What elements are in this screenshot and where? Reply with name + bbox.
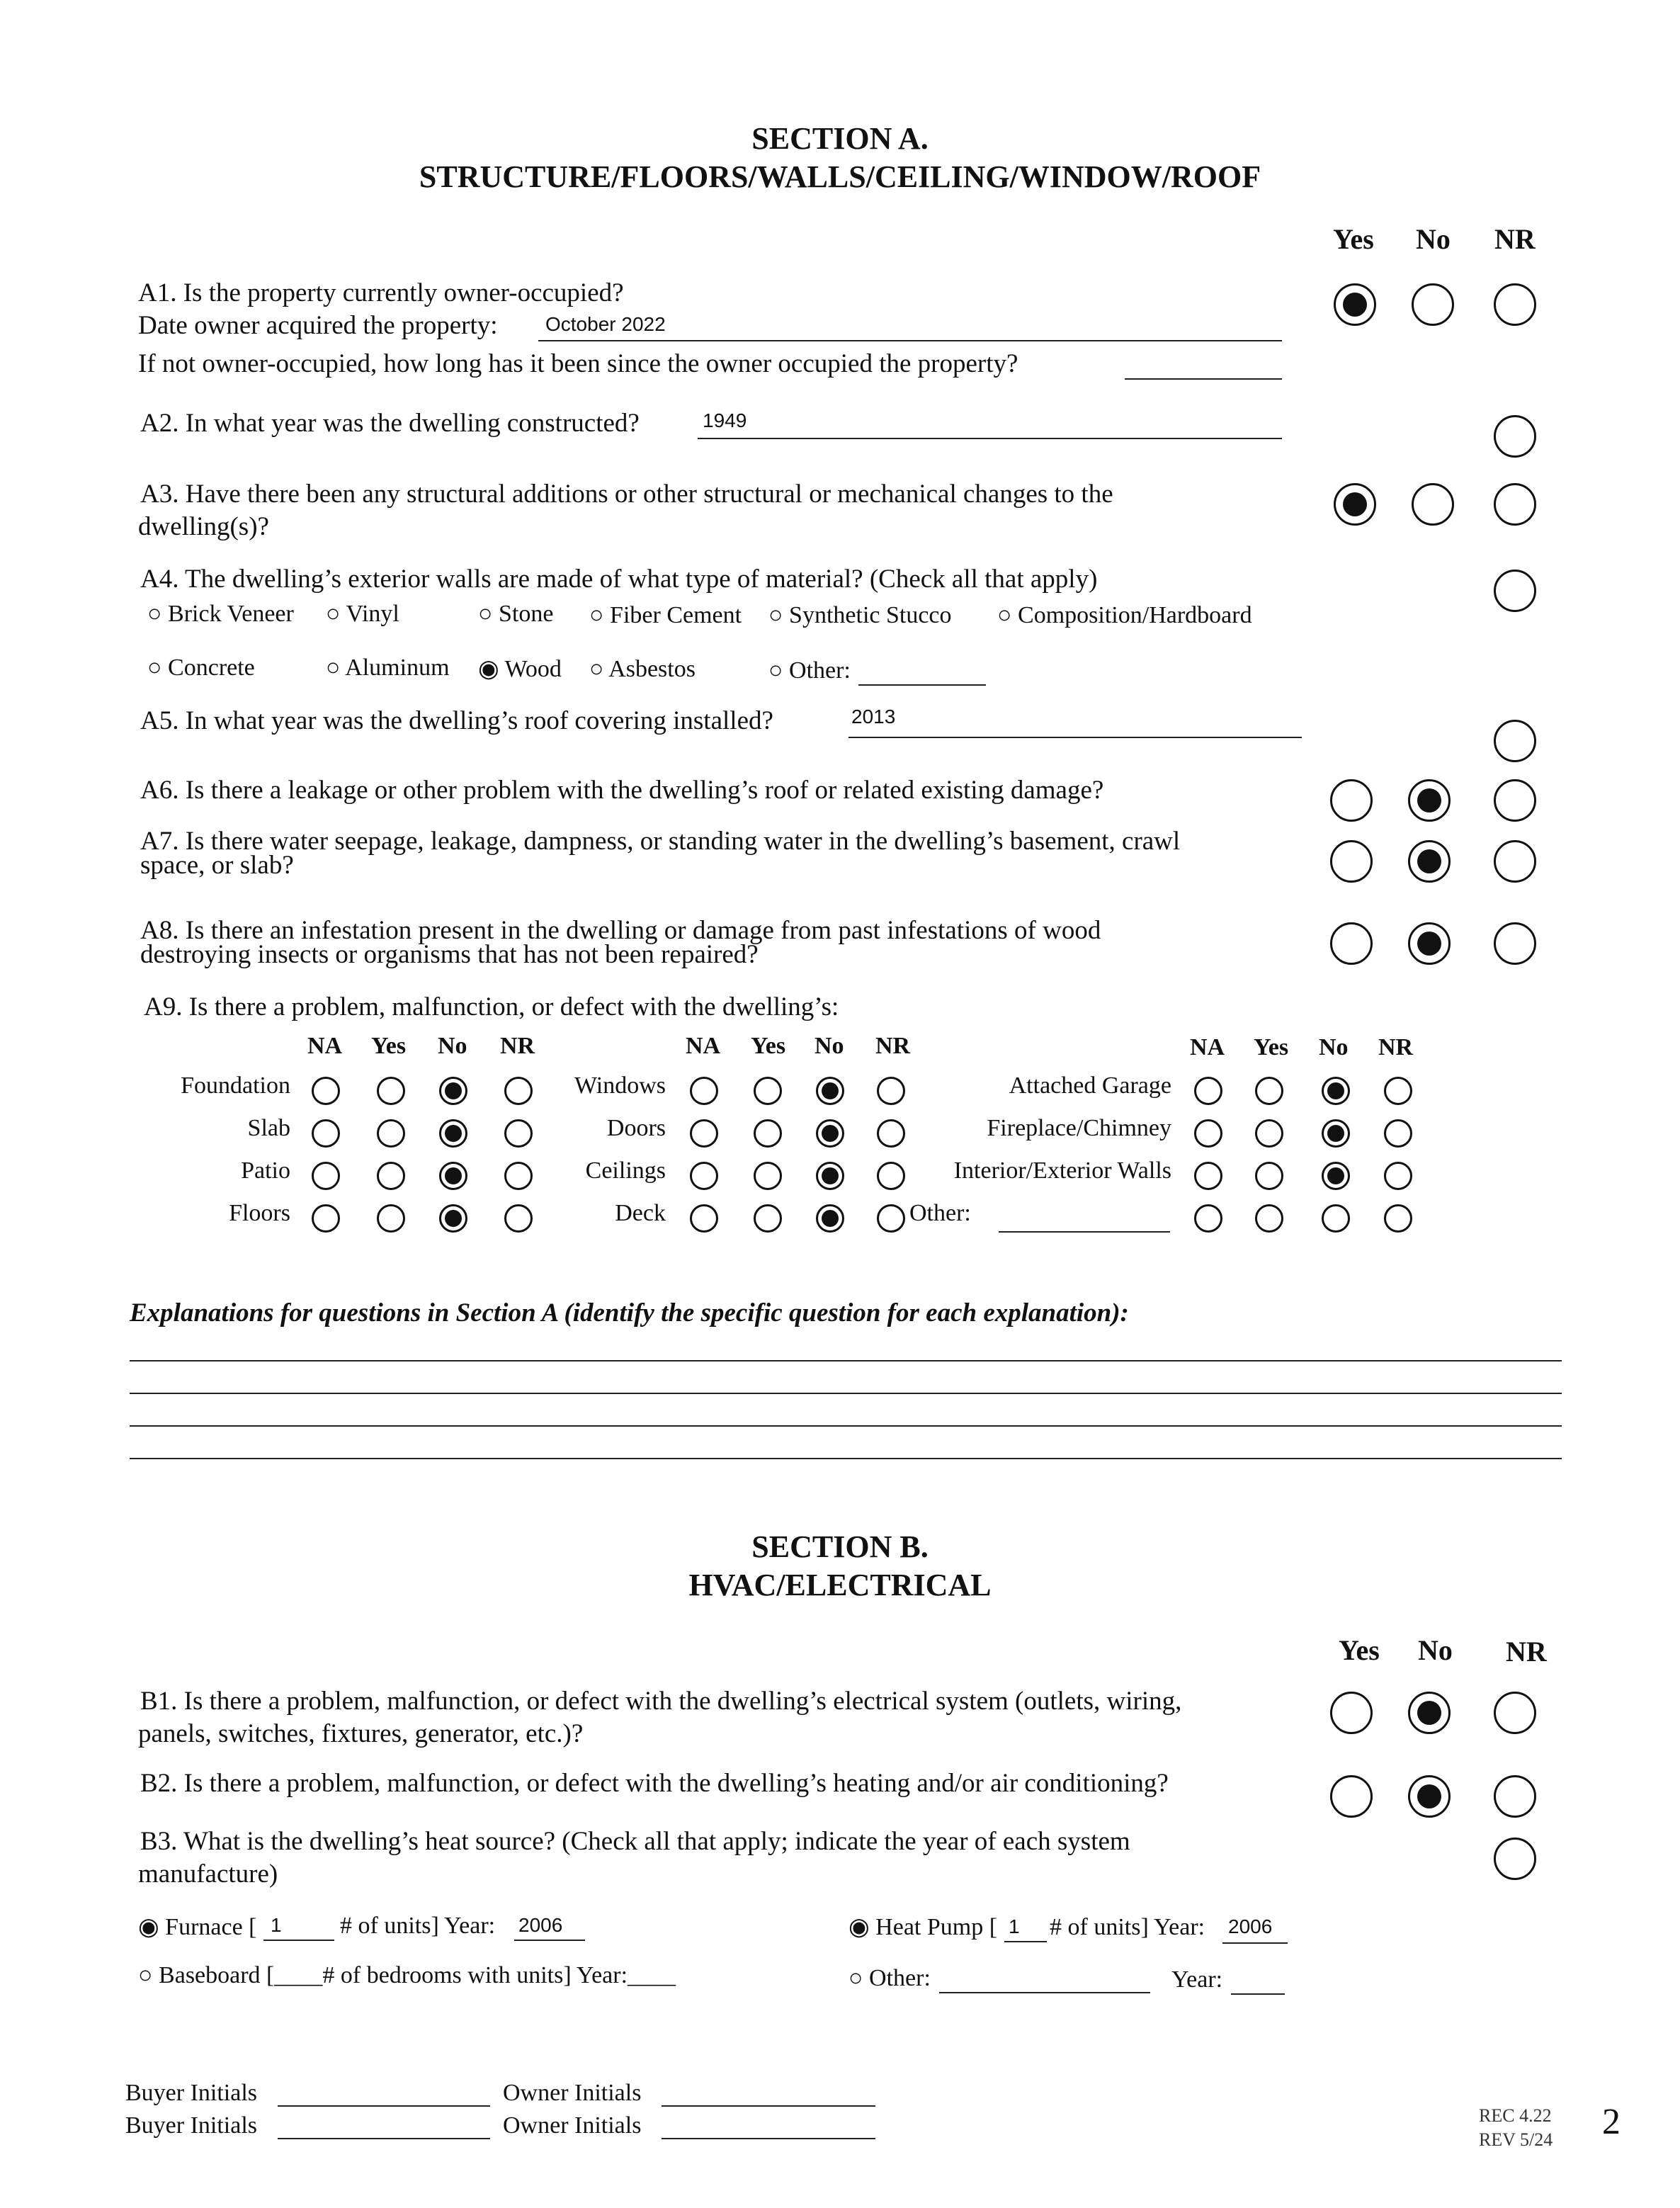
a9-hdr-na-3: NA <box>1190 1034 1225 1060</box>
a7-question-line1: A7. Is there water seepage, leakage, dampness, or standing water in the dwelling’s basement, crawl <box>140 827 1181 856</box>
b3-question-line1: B3. What is the dwelling’s heat source? (Check all that apply; indicate the year of each system <box>140 1827 1130 1856</box>
owner-initials-label: Owner Initials <box>503 2112 642 2139</box>
a7-no-radio[interactable] <box>1408 840 1451 883</box>
a8-no-radio[interactable] <box>1408 922 1451 965</box>
a9-question: A9. Is there a problem, malfunction, or defect with the dwelling’s: <box>144 992 839 1021</box>
a3-nr-radio[interactable] <box>1494 483 1536 526</box>
heatpump-units-line <box>1004 1941 1047 1942</box>
a9-g1-row3-yes-radio[interactable] <box>377 1204 405 1233</box>
a9-item-label: Doors <box>606 1115 666 1141</box>
a4-opt-brick[interactable]: ○ Brick Veneer <box>147 601 294 627</box>
explanation-line[interactable] <box>130 1360 1562 1361</box>
a9-g3-row0-na-radio[interactable] <box>1194 1077 1222 1105</box>
a9-hdr-na-2: NA <box>686 1033 721 1059</box>
a1-date-label: Date owner acquired the property: <box>138 311 498 340</box>
a8-yes-radio[interactable] <box>1330 922 1373 965</box>
a9-g1-row1-yes-radio[interactable] <box>377 1119 405 1148</box>
a3-question-line1: A3. Have there been any structural additions or other structural or mechanical changes to the <box>140 480 1113 509</box>
b1-yes-radio[interactable] <box>1330 1692 1373 1734</box>
buyer-initials-label: Buyer Initials <box>125 2112 258 2139</box>
a9-g3-row0-nr-radio[interactable] <box>1384 1077 1412 1105</box>
a9-g3-row1-yes-radio[interactable] <box>1255 1119 1283 1148</box>
a9-item-label: Floors <box>229 1200 290 1226</box>
a9-g1-row0-yes-radio[interactable] <box>377 1077 405 1105</box>
radio-icon: ○ <box>997 602 1012 628</box>
b3-question-line2: manufacture) <box>138 1859 278 1889</box>
a4-other-line <box>858 684 986 686</box>
furnace-year[interactable]: 2006 <box>518 1914 563 1936</box>
a9-g1-row1-na-radio[interactable] <box>312 1119 340 1148</box>
a9-g2-row1-nr-radio[interactable] <box>877 1119 905 1148</box>
b2-yes-radio[interactable] <box>1330 1775 1373 1818</box>
b2-question: B2. Is there a problem, malfunction, or defect with the dwelling’s heating and/or air conditioning? <box>140 1769 1169 1798</box>
a3-yes-radio[interactable] <box>1334 483 1376 526</box>
explanation-line[interactable] <box>130 1425 1562 1427</box>
radio-icon: ○ <box>478 601 493 627</box>
a9-hdr-yes-3: Yes <box>1254 1034 1289 1060</box>
col-yes: Yes <box>1339 1634 1380 1666</box>
a9-g2-row0-na-radio[interactable] <box>690 1077 718 1105</box>
a9-g1-row3-na-radio[interactable] <box>312 1204 340 1233</box>
a5-question: A5. In what year was the dwelling’s roof covering installed? <box>140 706 773 735</box>
a9-g1-row2-yes-radio[interactable] <box>377 1162 405 1190</box>
b3-other[interactable]: ○ Other: <box>848 1965 931 1991</box>
a9-other-line <box>999 1231 1170 1233</box>
a2-nr-radio[interactable] <box>1494 415 1536 458</box>
a9-g3-row3-no-radio[interactable] <box>1322 1204 1350 1233</box>
a9-g3-row3-nr-radio[interactable] <box>1384 1204 1412 1233</box>
a1-question: A1. Is the property currently owner-occupied? <box>138 278 624 307</box>
furnace-units-line <box>263 1940 334 1941</box>
a9-item-label: Patio <box>241 1157 290 1184</box>
col-nr: NR <box>1494 223 1536 255</box>
a9-g1-row2-na-radio[interactable] <box>312 1162 340 1190</box>
buyer-initials-line[interactable] <box>278 2138 490 2139</box>
section-a-title: SECTION A. <box>751 121 929 156</box>
a5-value[interactable]: 2013 <box>851 706 896 727</box>
a8-nr-radio[interactable] <box>1494 922 1536 965</box>
a2-line <box>698 438 1282 439</box>
heatpump-year[interactable]: 2006 <box>1228 1915 1273 1937</box>
a9-g2-row2-nr-radio[interactable] <box>877 1162 905 1190</box>
b3-nr-radio[interactable] <box>1494 1838 1536 1880</box>
radio-icon: ○ <box>848 1965 863 1991</box>
a9-g2-row1-yes-radio[interactable] <box>754 1119 782 1148</box>
a9-g3-row3-yes-radio[interactable] <box>1255 1204 1283 1233</box>
a9-hdr-no-2: No <box>815 1033 844 1059</box>
a2-value[interactable]: 1949 <box>703 409 747 431</box>
b3-other-line <box>939 1992 1150 1993</box>
b3-baseboard[interactable]: ○ Baseboard [____# of bedrooms with units] Year:____ <box>138 1962 676 1988</box>
a9-g3-row1-na-radio[interactable] <box>1194 1119 1222 1148</box>
a9-g2-row2-yes-radio[interactable] <box>754 1162 782 1190</box>
a4-opt-asbestos[interactable]: ○ Asbestos <box>589 656 696 682</box>
a4-opt-synthetic-stucco[interactable]: ○ Synthetic Stucco <box>768 602 952 628</box>
a6-no-radio[interactable] <box>1408 779 1451 822</box>
page-number: 2 <box>1602 2102 1621 2142</box>
a9-g3-row2-na-radio[interactable] <box>1194 1162 1222 1190</box>
a9-hdr-no-3: No <box>1319 1034 1349 1060</box>
explanation-line[interactable] <box>130 1393 1562 1394</box>
a9-hdr-na-1: NA <box>307 1033 343 1059</box>
a9-hdr-nr-1: NR <box>500 1033 535 1059</box>
a9-g2-row3-no-radio[interactable] <box>816 1204 844 1233</box>
col-no: No <box>1416 223 1451 255</box>
a2-question: A2. In what year was the dwelling constructed? <box>140 409 640 438</box>
a9-hdr-nr-2: NR <box>875 1033 911 1059</box>
buyer-initials-label: Buyer Initials <box>125 2080 258 2106</box>
a9-hdr-no-1: No <box>438 1033 467 1059</box>
a5-nr-radio[interactable] <box>1494 720 1536 762</box>
a9-hdr-nr-3: NR <box>1378 1034 1414 1060</box>
form-revision: REV 5/24 <box>1479 2129 1553 2150</box>
a9-g3-row0-yes-radio[interactable] <box>1255 1077 1283 1105</box>
a1-nr-radio[interactable] <box>1494 283 1536 326</box>
a4-opt-concrete[interactable]: ○ Concrete <box>147 655 255 681</box>
a5-line <box>848 737 1302 738</box>
a4-opt-wood[interactable]: ◉ Wood <box>478 656 562 682</box>
a9-g2-row1-no-radio[interactable] <box>816 1119 844 1148</box>
a4-opt-stone[interactable]: ○ Stone <box>478 601 554 627</box>
radio-icon: ○ <box>326 655 341 681</box>
a6-question: A6. Is there a leakage or other problem with the dwelling’s roof or related existing damage? <box>140 776 1104 805</box>
a4-nr-radio[interactable] <box>1494 570 1536 612</box>
a8-question-line1: A8. Is there an infestation present in the dwelling or damage from past infestations of wood <box>140 916 1101 945</box>
a6-nr-radio[interactable] <box>1494 779 1536 822</box>
a7-yes-radio[interactable] <box>1330 840 1373 883</box>
a9-g3-row3-na-radio[interactable] <box>1194 1204 1222 1233</box>
radio-icon: ○ <box>768 657 783 684</box>
a9-item-label: Foundation <box>181 1072 290 1099</box>
b2-nr-radio[interactable] <box>1494 1775 1536 1818</box>
a9-g2-row0-no-radio[interactable] <box>816 1077 844 1105</box>
a9-g3-row1-no-radio[interactable] <box>1322 1119 1350 1148</box>
a8-question-line2: destroying insects or organisms that has not been repaired? <box>140 940 759 969</box>
a9-g2-row3-yes-radio[interactable] <box>754 1204 782 1233</box>
a9-g2-row2-no-radio[interactable] <box>816 1162 844 1190</box>
a9-item-label: Slab <box>247 1115 290 1141</box>
owner-initials-label: Owner Initials <box>503 2080 642 2106</box>
a4-opt-vinyl[interactable]: ○ Vinyl <box>326 601 399 627</box>
a7-question-line2: space, or slab? <box>140 851 294 880</box>
col-yes: Yes <box>1333 223 1374 255</box>
a9-g3-row2-no-radio[interactable] <box>1322 1162 1350 1190</box>
section-a-subtitle: STRUCTURE/FLOORS/WALLS/CEILING/WINDOW/ROOF <box>419 159 1261 194</box>
col-no: No <box>1418 1634 1453 1666</box>
b1-question-line1: B1. Is there a problem, malfunction, or defect with the dwelling’s electrical system (outlets, wiring, <box>140 1687 1182 1716</box>
heatpump-year-line <box>1222 1942 1288 1944</box>
a3-no-radio[interactable] <box>1412 483 1454 526</box>
b3-heat-pump[interactable]: ◉ Heat Pump [ <box>848 1914 998 1940</box>
a4-opt-composition[interactable]: ○ Composition/Hardboard <box>997 602 1252 628</box>
b1-nr-radio[interactable] <box>1494 1692 1536 1734</box>
a9-item-label: Fireplace/Chimney <box>987 1115 1171 1141</box>
a9-item-label: Windows <box>574 1072 666 1099</box>
owner-initials-line[interactable] <box>662 2105 875 2107</box>
radio-selected-icon: ◉ <box>138 1914 159 1940</box>
radio-icon: ○ <box>138 1962 153 1988</box>
a9-g2-row0-nr-radio[interactable] <box>877 1077 905 1105</box>
a1-yes-radio[interactable] <box>1334 283 1376 326</box>
b2-no-radio[interactable] <box>1408 1775 1451 1818</box>
a1-not-occupied: If not owner-occupied, how long has it been since the owner occupied the property? <box>138 349 1018 378</box>
a9-g2-row1-na-radio[interactable] <box>690 1119 718 1148</box>
b1-question-line2: panels, switches, fixtures, generator, etc.)? <box>138 1719 584 1748</box>
a1-not-occupied-line <box>1125 378 1282 380</box>
radio-selected-icon: ◉ <box>478 656 499 682</box>
a3-question-line2: dwelling(s)? <box>138 512 269 541</box>
a9-item-label: Other: <box>909 1200 971 1226</box>
a9-g2-row2-na-radio[interactable] <box>690 1162 718 1190</box>
heatpump-units[interactable]: 1 <box>1009 1915 1020 1937</box>
b1-no-radio[interactable] <box>1408 1692 1451 1734</box>
a4-question: A4. The dwelling’s exterior walls are made of what type of material? (Check all that apply) <box>140 565 1098 594</box>
a9-g2-row3-nr-radio[interactable] <box>877 1204 905 1233</box>
radio-selected-icon: ◉ <box>848 1914 870 1940</box>
a9-item-label: Ceilings <box>585 1157 666 1184</box>
furnace-units[interactable]: 1 <box>271 1914 282 1936</box>
a9-item-label: Attached Garage <box>1009 1072 1171 1099</box>
a9-hdr-yes-1: Yes <box>371 1033 407 1059</box>
b3-other-year-line <box>1231 1993 1285 1995</box>
radio-icon: ○ <box>589 602 604 628</box>
radio-icon: ○ <box>326 601 341 627</box>
section-b-title: SECTION B. <box>751 1529 929 1564</box>
a9-item-label: Deck <box>615 1200 666 1226</box>
a9-g2-row3-na-radio[interactable] <box>690 1204 718 1233</box>
buyer-initials-line[interactable] <box>278 2105 490 2107</box>
a9-g3-row2-yes-radio[interactable] <box>1255 1162 1283 1190</box>
owner-initials-line[interactable] <box>662 2138 875 2139</box>
form-code: REC 4.22 <box>1479 2105 1552 2126</box>
radio-icon: ○ <box>768 602 783 628</box>
a9-hdr-yes-2: Yes <box>751 1033 786 1059</box>
section-b-subtitle: HVAC/ELECTRICAL <box>688 1568 992 1602</box>
radio-icon: ○ <box>589 656 604 682</box>
furnace-year-line <box>514 1940 585 1941</box>
a9-g1-row0-na-radio[interactable] <box>312 1077 340 1105</box>
radio-icon: ○ <box>147 601 162 627</box>
a4-opt-fiber-cement[interactable]: ○ Fiber Cement <box>589 602 742 628</box>
a4-opt-other[interactable]: ○ Other: <box>768 657 851 684</box>
furnace-label2: # of units] Year: <box>340 1913 496 1939</box>
a9-item-label: Interior/Exterior Walls <box>953 1157 1171 1184</box>
a9-g3-row0-no-radio[interactable] <box>1322 1077 1350 1105</box>
a1-date-line <box>538 340 1282 341</box>
section-a-explanations-label: Explanations for questions in Section A (identify the specific question for each explanation): <box>130 1298 1129 1327</box>
explanation-line[interactable] <box>130 1458 1562 1459</box>
a6-yes-radio[interactable] <box>1330 779 1373 822</box>
heatpump-label2: # of units] Year: <box>1050 1914 1205 1940</box>
a7-nr-radio[interactable] <box>1494 840 1536 883</box>
a9-g2-row0-yes-radio[interactable] <box>754 1077 782 1105</box>
a4-opt-aluminum[interactable]: ○ Aluminum <box>326 655 450 681</box>
radio-icon: ○ <box>147 655 162 681</box>
col-nr: NR <box>1506 1636 1547 1668</box>
a1-date-value[interactable]: October 2022 <box>545 313 666 335</box>
a1-no-radio[interactable] <box>1412 283 1454 326</box>
a9-g3-row2-nr-radio[interactable] <box>1384 1162 1412 1190</box>
a9-g3-row1-nr-radio[interactable] <box>1384 1119 1412 1148</box>
b3-furnace[interactable]: ◉ Furnace [ <box>138 1914 257 1940</box>
b3-other-year: Year: <box>1171 1966 1223 1993</box>
